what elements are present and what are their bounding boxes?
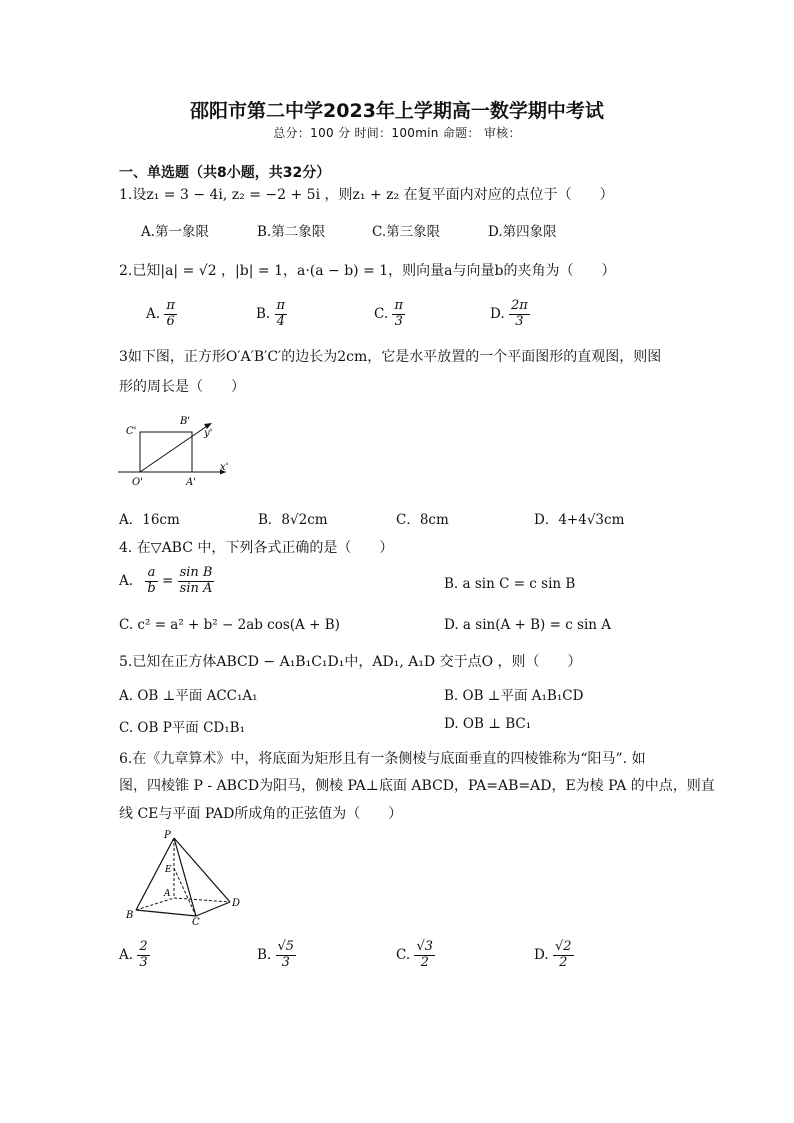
denominator: 3 [139, 954, 148, 970]
label-y: y' [204, 428, 213, 439]
label-e: E [165, 865, 172, 875]
denominator: 2 [559, 954, 568, 970]
option-letter: A. [119, 572, 134, 589]
y-axis [140, 424, 213, 472]
q6-option-b [257, 940, 296, 971]
fraction [509, 299, 530, 330]
question-6-stem-line-2: 图，四棱锥 P - ABCD为阳马，侧棱 PA⊥底面 ABCD，PA=AB=AD，E为棱 PA 的中点，则直 [119, 778, 715, 794]
label-a: A' [186, 477, 196, 488]
question-6-stem-line-3: 线 CE与平面 PAD所成角的正弦值为（ ） [119, 806, 403, 822]
question-6-stem-line-1: 6.在《九章算术》中，将底面为矩形且有一条侧棱与底面垂直的四棱锥称为“阳马”. 如 [119, 751, 646, 767]
denominator: 6 [166, 313, 175, 329]
fraction [275, 299, 288, 330]
label-c: C' [126, 426, 137, 437]
numerator: sin B [179, 565, 213, 580]
denominator: sin A [179, 580, 213, 596]
option-letter: B. [256, 305, 271, 322]
q3-option-a: A．16cm [119, 512, 180, 528]
denominator: 3 [515, 313, 524, 329]
q2-option-d [490, 299, 530, 330]
option-letter: A. [146, 305, 161, 322]
option-letter: D. [534, 946, 549, 963]
numerator: 2 [139, 939, 148, 954]
fraction [137, 940, 149, 971]
q1-option-b: B.第二象限 [257, 224, 326, 240]
question-3-stem-line-1: 3如下图，正方形O′A′B′C′的边长为2cm，它是水平放置的一个平面图形的直观图，则图 [119, 349, 662, 365]
edge-ad [174, 898, 230, 902]
label-a: A [164, 889, 171, 899]
label-b: B [126, 910, 134, 921]
square [140, 432, 192, 472]
denominator: 2 [420, 954, 429, 970]
denominator: 3 [394, 313, 403, 329]
question-2-stem: 2.已知|a| = √2 ，|b| = 1，a·(a − b) = 1，则向量a与向量b的夹角为（ ） [119, 263, 616, 279]
option-letter: A. [119, 946, 134, 963]
label-o: O' [132, 477, 143, 488]
fraction-left [145, 566, 157, 597]
q3-option-d: D．4+4√3cm [534, 512, 625, 528]
question-4-stem: 4. 在▽ABC 中，下列各式正确的是（ ） [119, 540, 394, 556]
q4-option-a [119, 566, 214, 597]
fraction [414, 940, 435, 971]
q5-option-a: A. OB ⊥平面 ACC₁A₁ [119, 688, 258, 704]
label-d: D [232, 898, 241, 909]
fraction [276, 940, 297, 971]
page-title: 邵阳市第二中学2023年上学期高一数学期中考试 [190, 100, 604, 122]
q4-option-d: D. a sin(A + B) = c sin A [444, 617, 612, 633]
numerator: π [394, 298, 403, 313]
denominator: 4 [276, 313, 285, 329]
label-b: B' [180, 416, 191, 427]
q2-option-a [146, 299, 177, 330]
q4-option-c: C. c² = a² + b² − 2ab cos(A + B) [119, 617, 340, 633]
fraction [164, 299, 177, 330]
exam-info: 总分：100 分 时间：100min 命题： 审核： [273, 126, 521, 140]
edge-bc [136, 910, 196, 916]
denominator: 3 [281, 954, 290, 970]
q6-pyramid-figure [122, 826, 250, 926]
q3-option-c: C．8cm [396, 512, 449, 528]
question-3-stem-line-2: 形的周长是（ ） [119, 379, 245, 395]
q5-option-d: D. OB ⊥ BC₁ [444, 716, 532, 732]
option-letter: C. [374, 305, 389, 322]
label-p: P [164, 830, 171, 841]
q1-option-a: A.第一象限 [141, 224, 210, 240]
q6-option-d [534, 940, 574, 971]
edge-cd [196, 902, 230, 916]
option-letter: D. [490, 305, 505, 322]
label-x: x' [220, 462, 229, 473]
option-letter: C. [396, 946, 411, 963]
q1-option-d: D.第四象限 [488, 224, 557, 240]
q6-option-c [396, 940, 435, 971]
q3-option-b: B．8√2cm [258, 512, 328, 528]
q1-option-c: C.第三象限 [372, 224, 441, 240]
fraction [392, 299, 405, 330]
q5-option-c: C. OB P平面 CD₁B₁ [119, 720, 245, 736]
q5-option-b: B. OB ⊥平面 A₁B₁CD [444, 688, 584, 704]
numerator: √3 [416, 939, 433, 954]
numerator: π [166, 298, 175, 313]
denominator: b [147, 580, 156, 596]
option-letter: B. [257, 946, 272, 963]
numerator: π [276, 298, 286, 313]
numerator: a [145, 566, 157, 582]
label-c: C [192, 917, 200, 926]
numerator: 2π [510, 298, 528, 313]
q3-square-figure [118, 410, 238, 490]
fraction [553, 940, 574, 971]
question-1-stem: 1.设z₁ = 3 − 4i, z₂ = −2 + 5i ，则z₁ + z₂ 在复平面内对应的点位于（ ） [119, 187, 614, 203]
equals-sign: = [161, 572, 174, 589]
fraction-right [178, 566, 215, 597]
question-5-stem: 5.已知在正方体ABCD − A₁B₁C₁D₁中，AD₁, A₁D 交于点O ，则（ ） [119, 654, 582, 670]
numerator: √2 [554, 939, 572, 954]
q6-option-a [119, 940, 150, 971]
q4-option-b: B. a sin C = c sin B [444, 576, 576, 592]
q2-option-b [256, 299, 287, 330]
q2-option-c [374, 299, 405, 330]
edge-pd [174, 838, 230, 902]
section-title: 一、单选题（共8小题，共32分） [119, 165, 331, 181]
numerator: √5 [277, 939, 295, 954]
